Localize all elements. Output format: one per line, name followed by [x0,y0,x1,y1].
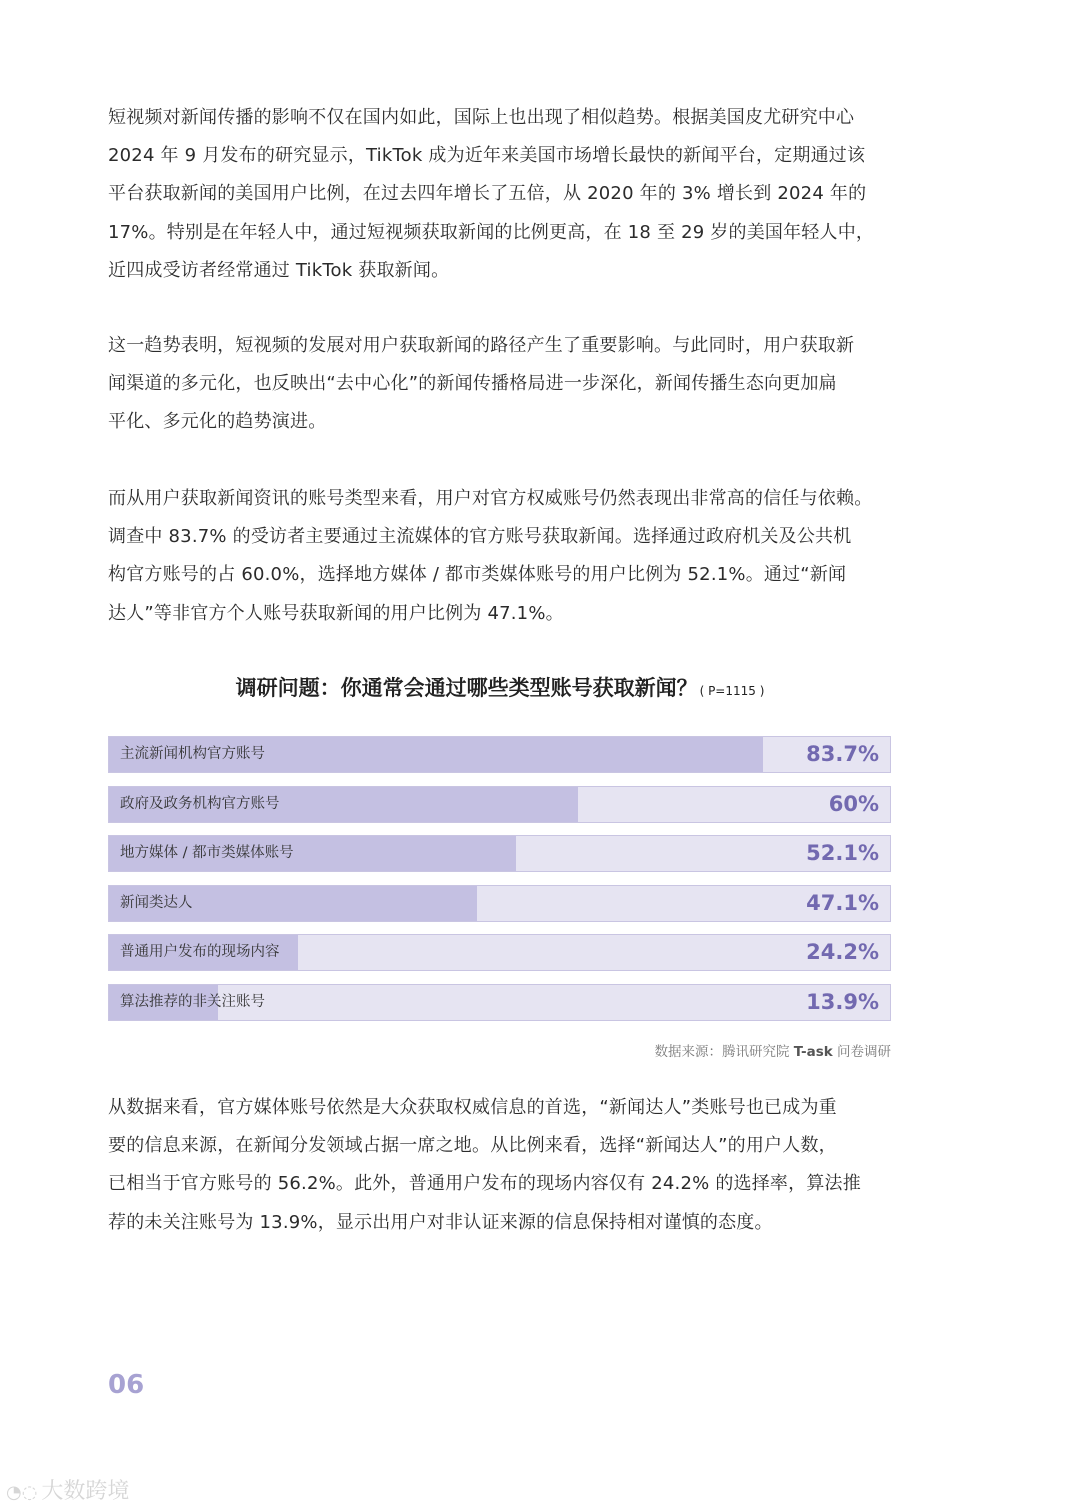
paragraph-1 [108,99,908,290]
paragraph-line: 近四成受访者经常通过 TikTok 获取新闻。 [108,259,450,281]
bar-label: 地方媒体 / 都市类媒体账号 [120,845,294,862]
chart-title [0,672,1000,702]
bar-row [108,786,891,823]
bar-label: 新闻类达人 [120,894,193,911]
chart-sample-note: ( P=1115 ) [699,684,765,698]
bar-label: 普通用户发布的现场内容 [120,944,280,961]
bar-row [108,736,891,773]
bar-label: 政府及政务机构官方账号 [120,795,280,812]
paragraph-line: 闻渠道的多元化，也反映出“去中心化”的新闻传播格局进一步深化，新闻传播生态向更加扁 [108,373,837,395]
bar-row [108,934,891,971]
bar-value-label: 24.2% [806,940,879,965]
paragraph-4 [108,1089,908,1242]
bar-value-label: 52.1% [806,841,879,866]
bar-label: 主流新闻机构官方账号 [120,746,265,762]
paragraph-3 [108,480,908,633]
paragraph-2 [108,327,908,442]
chart-title-text: 调研问题：你通常会通过哪些类型账号获取新闻？ [235,676,698,700]
source-bold: T-ask [793,1044,833,1060]
paragraph-line: 短视频对新闻传播的影响不仅在国内如此，国际上也出现了相似趋势。根据美国皮尤研究中心 [108,107,855,128]
paragraph-line: 从数据来看，官方媒体账号依然是大众获取权威信息的首选，“新闻达人”类账号也已成为重 [108,1097,837,1118]
bar-row [108,835,891,872]
bar-label: 算法推荐的非关注账号 [120,993,265,1010]
paragraph-line: 构官方账号的占 60.0%，选择地方媒体 / 都市类媒体账号的用户比例为 52.1%。通过“新闻 [108,564,847,586]
paragraph-line: 要的信息来源，在新闻分发领域占据一席之地。从比例来看，选择“新闻达人”的用户人数， [108,1135,837,1157]
paragraph-line: 这一趋势表明，短视频的发展对用户获取新闻的路径产生了重要影响。与此同时，用户获取新 [108,335,855,356]
bar-chart [108,736,891,1034]
watermark-text: 大数跨境 [41,1479,130,1504]
paragraph-line: 荐的未关注账号为 13.9%，显示出用户对非认证来源的信息保持相对谨慎的态度。 [108,1211,773,1233]
paragraph-line: 2024 年 9 月发布的研究显示，TikTok 成为近年来美国市场增长最快的新闻平台，定期通过该 [108,145,866,167]
paragraph-line: 平台获取新闻的美国用户比例，在过去四年增长了五倍，从 2020 年的 3% 增长到 2024 年的 [108,183,867,205]
paragraph-line: 而从用户获取新闻资讯的账号类型来看，用户对官方权威账号仍然表现出非常高的信任与依赖。 [108,488,873,509]
paragraph-line: 17%。特别是在年轻人中，通过短视频获取新闻的比例更高，在 18 至 29 岁的美国年轻人中， [108,221,875,243]
source-prefix: 数据来源：腾讯研究院 [654,1044,794,1060]
paragraph-line: 调查中 83.7% 的受访者主要通过主流媒体的官方账号获取新闻。选择通过政府机关及公共机 [108,526,852,548]
bar-value-label: 13.9% [806,989,879,1014]
watermark [6,1474,129,1505]
chart-source [654,1040,891,1060]
paragraph-line: 达人”等非官方个人账号获取新闻的用户比例为 47.1%。 [108,602,564,624]
page-number: 06 [108,1370,145,1400]
source-suffix: 问卷调研 [832,1044,891,1060]
bar-value-label: 60% [828,791,879,816]
bar-row [108,885,891,922]
paragraph-line: 已相当于官方账号的 56.2%。此外，普通用户发布的现场内容仅有 24.2% 的选择率，算法推 [108,1173,861,1195]
bar-value-label: 83.7% [806,742,879,766]
paragraph-line: 平化、多元化的趋势演进。 [108,411,327,433]
bar-value-label: 47.1% [806,890,879,915]
bar-row [108,984,891,1021]
watermark-logo-icon: ◔◌ [6,1482,38,1503]
